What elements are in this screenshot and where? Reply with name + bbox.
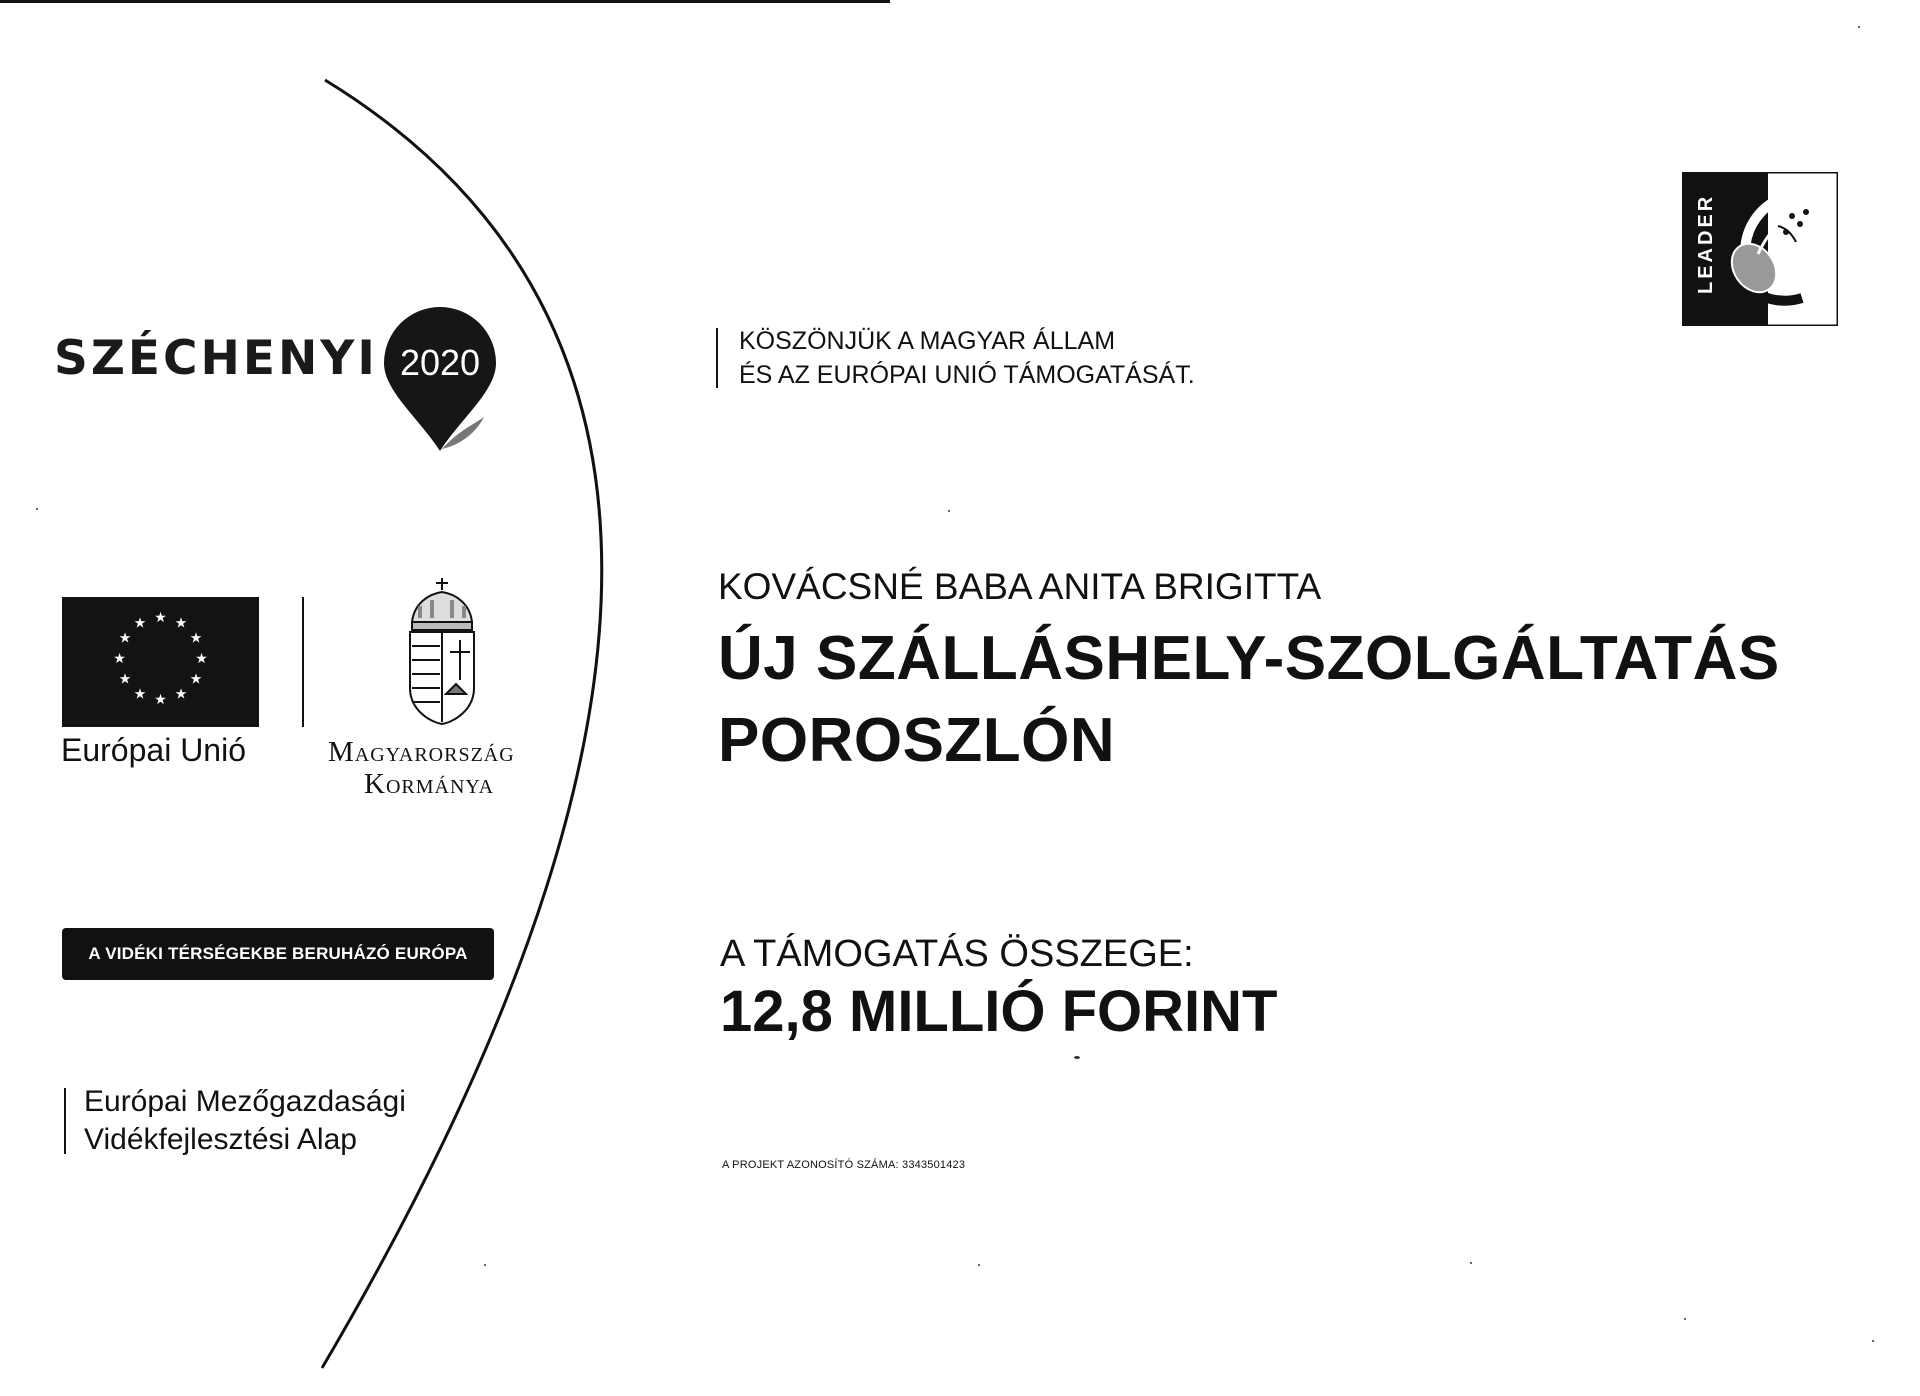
scan-speck [948,510,950,512]
project-id: A PROJEKT AZONOSÍTÓ SZÁMA: 3343501423 [722,1159,966,1171]
thanks-marker-bar [716,328,718,388]
grant-amount-value: 12,8 MILLIÓ FORINT [720,979,1278,1044]
svg-text:★: ★ [195,651,208,667]
svg-text:★: ★ [154,692,167,708]
svg-text:★: ★ [113,651,126,667]
svg-text:★: ★ [133,686,147,703]
project-title-line2: POROSZLÓN [718,706,1116,775]
szechenyi-2020-pin-logo [380,305,500,455]
eu-label: Európai Unió [61,732,246,768]
scan-speck [1074,1056,1080,1059]
government-label-line1: Magyarország [328,736,515,768]
scan-speck [484,1264,486,1266]
scan-speck [978,1264,980,1266]
fund-name-line1: Európai Mezőgazdasági [84,1085,406,1118]
government-label-line2: Kormánya [364,768,495,800]
svg-text:★: ★ [189,630,203,647]
szechenyi-logo-word: SZÉCHENYI [54,331,378,386]
beneficiary-name: KOVÁCSNÉ BABA ANITA BRIGITTA [718,566,1322,607]
svg-text:★: ★ [154,610,167,626]
svg-text:★: ★ [118,630,132,647]
svg-text:★: ★ [189,671,203,688]
scan-speck [1684,1318,1686,1320]
fund-name-line2: Vidékfejlesztési Alap [84,1123,357,1156]
leader-logo [1682,172,1838,326]
scan-speck [36,508,38,510]
scan-speck [1858,26,1860,28]
project-title-line1: ÚJ SZÁLLÁSHELY-SZOLGÁLTATÁS [718,624,1780,693]
fund-marker-bar [64,1088,66,1154]
svg-text:★: ★ [133,615,147,632]
svg-text:★: ★ [174,615,188,632]
eu-flag-logo [62,597,259,727]
grant-amount-label: A TÁMOGATÁS ÖSSZEGE: [720,933,1194,975]
scan-speck [1872,1340,1874,1342]
thanks-line2: ÉS AZ EURÓPAI UNIÓ TÁMOGATÁSÁT. [739,361,1195,389]
svg-text:★: ★ [118,671,132,688]
hungarian-coat-of-arms-icon [404,576,480,726]
scan-speck [1470,1262,1472,1264]
thanks-line1: KÖSZÖNJÜK A MAGYAR ÁLLAM [739,327,1116,355]
leader-logo-word: LEADER [1695,193,1717,294]
top-border-line [0,0,890,3]
logo-divider [302,597,304,727]
szechenyi-year: 2020 [399,342,481,383]
slogan-banner: A VIDÉKI TÉRSÉGEKBE BERUHÁZÓ EURÓPA [62,928,494,980]
svg-text:★: ★ [174,686,188,703]
